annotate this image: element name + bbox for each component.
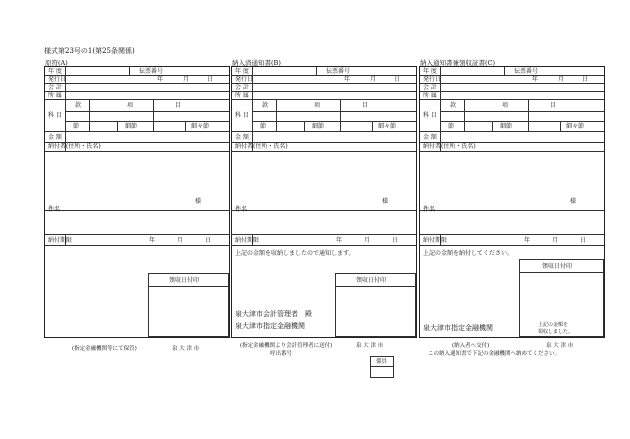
grid-line — [528, 99, 529, 131]
grid-line — [232, 99, 416, 100]
label-sama: 様 — [195, 198, 202, 205]
label-sama: 様 — [570, 198, 577, 205]
label-saisaisetsu: 細々節 — [378, 123, 397, 130]
label-dept: 所 属 — [48, 92, 62, 99]
label-amount: 金 額 — [48, 134, 62, 141]
receipt-stamp-box-c — [519, 259, 604, 337]
label-due-year: 年 — [149, 237, 156, 244]
grid-line — [504, 67, 505, 75]
label-date-day: 日 — [394, 76, 401, 83]
grid-line — [336, 286, 416, 287]
label-account: 会 計 — [235, 84, 249, 91]
slip-c-received-1: 上記の金額を — [538, 322, 569, 328]
label-due-month: 月 — [177, 237, 184, 244]
label-subject: 科 目 — [423, 112, 437, 119]
label-issue-date: 発行日 — [423, 76, 442, 83]
grid-line — [304, 121, 305, 131]
grid-line — [464, 99, 465, 131]
label-kou: 項 — [314, 102, 321, 109]
receipt-stamp-box-a — [148, 273, 229, 337]
label-year: 年 度 — [423, 68, 437, 75]
slip-title: 納入済通知書(B) — [232, 59, 281, 67]
grid-line — [420, 131, 604, 132]
label-issue-date: 発行日 — [235, 76, 254, 83]
grid-line — [45, 234, 229, 235]
label-item-name: 件名 — [235, 206, 248, 213]
slip-c-footer-line2: この納入通知書で下記の金融機関へ納めてください。 — [428, 351, 561, 357]
slip-notice-receipt-c — [419, 59, 605, 338]
grid-line — [420, 83, 604, 84]
slip-c-received-2: 領収しました。 — [538, 329, 574, 335]
grid-line — [420, 91, 604, 92]
label-amount: 金 額 — [235, 134, 249, 141]
grid-line — [560, 121, 561, 131]
slip-a-footer-left: (指定金融機関等にて保管) — [72, 346, 137, 352]
label-date-day: 日 — [207, 76, 214, 83]
label-setsu: 節 — [73, 123, 80, 130]
label-account: 会 計 — [48, 84, 62, 91]
label-moku: 目 — [175, 102, 182, 109]
grid-line — [420, 234, 604, 235]
label-due-month: 月 — [552, 237, 559, 244]
grid-line — [45, 210, 229, 211]
slip-b-message: 上記の金額を収納しましたので通知します。 — [235, 250, 355, 257]
grid-line — [276, 99, 277, 131]
grid-line — [232, 245, 416, 246]
label-date-day: 日 — [582, 76, 589, 83]
grid-line — [520, 272, 604, 273]
receipt-stamp-label: 領収日付印 — [356, 277, 387, 284]
label-amount: 金 額 — [423, 134, 437, 141]
grid-line — [420, 245, 604, 246]
label-slip-no: 伝票番号 — [139, 68, 164, 75]
form-title: 様式第23号の1(第25条関係) — [44, 47, 135, 55]
label-payer: 納付者(住所・氏名) — [48, 143, 101, 150]
label-kan: 款 — [450, 102, 457, 109]
label-due-day: 日 — [392, 237, 399, 244]
label-saisaisetsu: 細々節 — [566, 123, 585, 130]
grid-line — [420, 75, 604, 76]
receipt-stamp-label: 領収日付印 — [542, 263, 573, 270]
grid-line — [232, 91, 416, 92]
grid-line — [420, 210, 604, 211]
slip-b-footer-left: (指定金融機関より会計管理者に送付) — [240, 343, 333, 349]
label-due: 納付期限 — [235, 237, 260, 244]
label-date-month: 月 — [558, 76, 565, 83]
grid-line — [492, 121, 493, 131]
label-payer: 納付者(住所・氏名) — [423, 143, 476, 150]
slip-c-message: 上記の金額を納付してください。 — [423, 250, 514, 257]
label-due: 納付期限 — [423, 237, 448, 244]
grid-line — [185, 121, 186, 131]
label-moku: 目 — [362, 102, 369, 109]
label-item-name: 件名 — [48, 206, 61, 213]
grid-line — [45, 75, 229, 76]
label-dept: 所 属 — [235, 92, 249, 99]
label-slip-no: 伝票番号 — [514, 68, 539, 75]
label-saisaisetsu: 細々節 — [191, 123, 210, 130]
slip-b-footer-sub: 呼出番号 — [270, 351, 293, 357]
label-date-month: 月 — [370, 76, 377, 83]
grid-line — [372, 121, 373, 131]
label-subject: 科 目 — [48, 112, 62, 119]
label-date-year: 年 — [344, 76, 351, 83]
slip-c-footer-left: (納入者へ交付) — [452, 343, 490, 349]
clerk-stamp-label: 係員 — [376, 359, 388, 365]
slip-receipt-notice-b — [231, 59, 417, 338]
label-date-month: 月 — [183, 76, 190, 83]
label-subject: 科 目 — [235, 112, 249, 119]
slip-c-signature: 泉大津市指定金融機関 — [423, 324, 493, 332]
grid-line — [149, 286, 229, 287]
grid-line — [420, 99, 604, 100]
receipt-stamp-box-b — [335, 273, 416, 337]
slip-original-a — [44, 59, 230, 338]
slip-a-footer-right: 泉 大 津 市 — [172, 346, 200, 352]
receipt-stamp-label: 領収日付印 — [169, 277, 200, 284]
grid-line — [45, 245, 229, 246]
grid-line — [232, 210, 416, 211]
grid-line — [232, 234, 416, 235]
grid-line — [45, 99, 229, 100]
label-due-day: 日 — [580, 237, 587, 244]
label-saisetsu: 細節 — [312, 123, 325, 130]
slip-title: 納入通知書兼領収証書(C) — [420, 59, 496, 67]
label-saisetsu: 細節 — [500, 123, 513, 130]
slip-b-footer-right: 泉 大 津 市 — [356, 343, 384, 349]
label-due-year: 年 — [336, 237, 343, 244]
label-year: 年 度 — [235, 68, 249, 75]
label-dept: 所 属 — [423, 92, 437, 99]
grid-line — [340, 99, 341, 131]
slip-b-signature-1: 泉大津市会計管理者 殿 — [235, 310, 312, 318]
grid-line — [232, 151, 416, 152]
clerk-stamp-box — [370, 356, 394, 378]
grid-line — [232, 75, 416, 76]
grid-line — [232, 131, 416, 132]
grid-line — [232, 83, 416, 84]
grid-line — [45, 151, 229, 152]
label-due-year: 年 — [524, 237, 531, 244]
label-due-month: 月 — [364, 237, 371, 244]
label-date-year: 年 — [532, 76, 539, 83]
label-setsu: 節 — [448, 123, 455, 130]
label-kou: 項 — [502, 102, 509, 109]
grid-line — [129, 67, 130, 75]
slip-title: 原符(A) — [45, 59, 68, 67]
grid-line — [89, 99, 90, 131]
grid-line — [45, 131, 229, 132]
label-year: 年 度 — [48, 68, 62, 75]
grid-line — [117, 121, 118, 131]
label-date-year: 年 — [157, 76, 164, 83]
label-payer: 納付者(住所・氏名) — [235, 143, 288, 150]
label-kan: 款 — [75, 102, 82, 109]
label-due: 納付期限 — [48, 237, 73, 244]
grid-line — [371, 366, 393, 367]
grid-line — [45, 91, 229, 92]
label-item-name: 件名 — [423, 206, 436, 213]
label-setsu: 節 — [260, 123, 267, 130]
label-sama: 様 — [382, 198, 389, 205]
label-due-day: 日 — [205, 237, 212, 244]
label-slip-no: 伝票番号 — [326, 68, 351, 75]
label-moku: 目 — [550, 102, 557, 109]
slip-c-footer-right: 泉 大 津 市 — [546, 343, 574, 349]
label-issue-date: 発行日 — [48, 76, 67, 83]
grid-line — [45, 83, 229, 84]
label-saisetsu: 細節 — [125, 123, 138, 130]
label-account: 会 計 — [423, 84, 437, 91]
grid-line — [420, 151, 604, 152]
label-kan: 款 — [262, 102, 269, 109]
label-kou: 項 — [127, 102, 134, 109]
grid-line — [153, 99, 154, 131]
grid-line — [316, 67, 317, 75]
slip-b-signature-2: 泉大津市指定金融機関 — [235, 322, 305, 330]
